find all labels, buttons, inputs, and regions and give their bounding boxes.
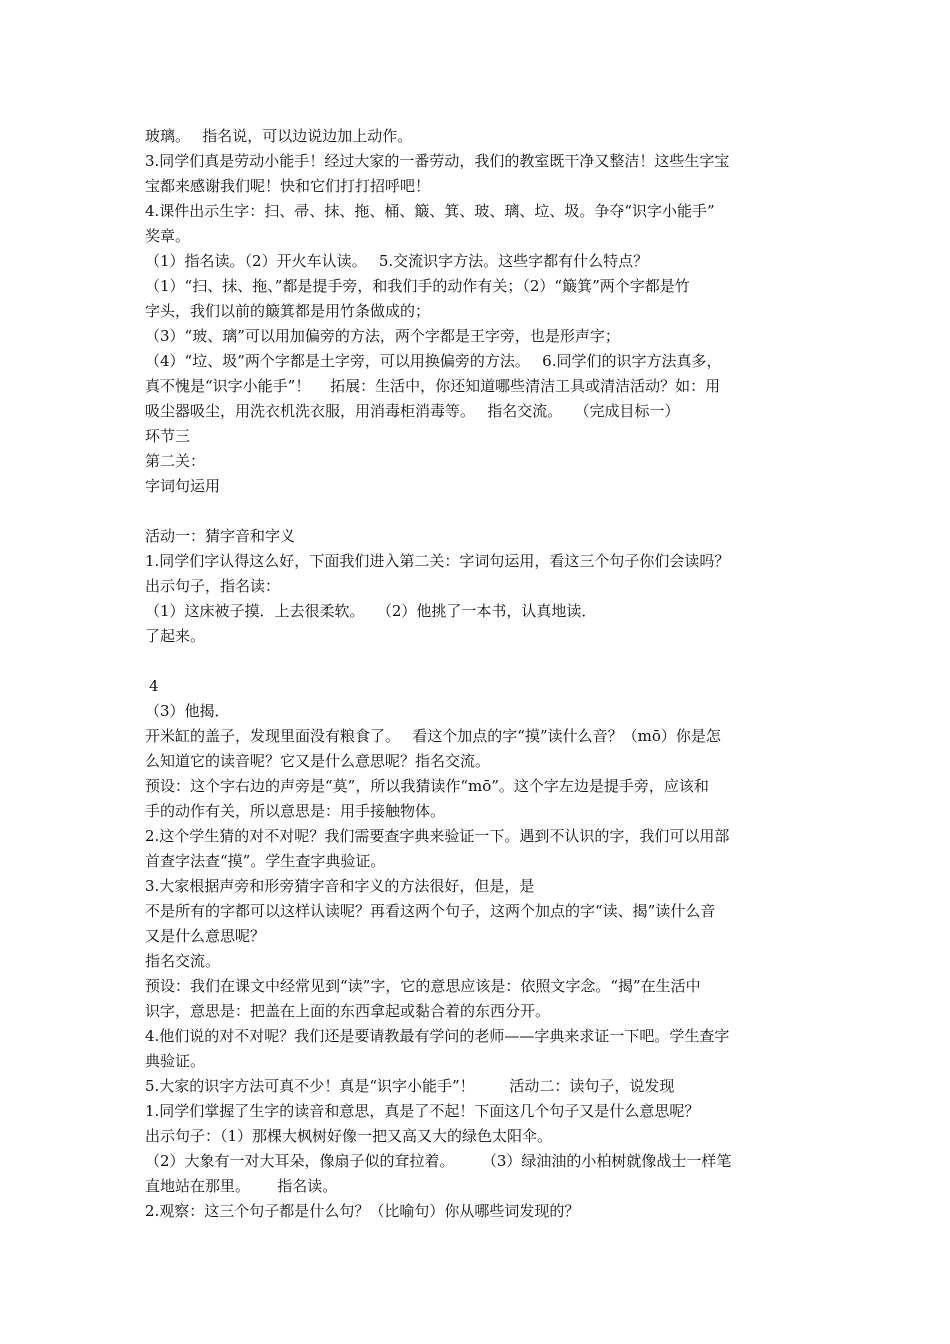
text-line: 手的动作有关，所以意思是：用手接触物体。	[145, 802, 446, 820]
text-line: （1）这床被子摸．上去很柔软。 （2）他挑了一本书，认真地读．	[145, 602, 597, 620]
text-line: （4）“垃、圾”两个字都是土字旁，可以用换偏旁的方法。 6.同学们的识字方法真多，	[145, 352, 722, 370]
text-line: 3.大家根据声旁和形旁猜字音和字义的方法很好，但是，是	[145, 877, 535, 895]
text-line: 真不愧是“识字小能手”！ 拓展：生活中，你还知道哪些清洁工具或清洁活动？如：用	[145, 377, 721, 395]
text-line: 1.同学们掌握了生字的读音和意思，真是了不起！下面这几个句子又是什么意思呢？	[145, 1102, 700, 1120]
text-line: 指名交流。	[145, 952, 221, 970]
text-line: 5.大家的识字方法可真不少！真是“识字小能手”！ 活动二：读句子，说发现	[145, 1077, 675, 1095]
text-line: 识字，意思是：把盖在上面的东西拿起或黏合着的东西分开。	[145, 1002, 551, 1020]
text-line: 么知道它的读音呢？它又是什么意思呢？指名交流。	[145, 752, 491, 770]
text-line: 4.他们说的对不对呢？我们还是要请教最有学问的老师——字典来求证一下吧。学生查字	[145, 1027, 730, 1045]
text-line: 不是所有的字都可以这样认读呢？再看这两个句子，这两个加点的字“读、揭”读什么音	[145, 902, 716, 920]
section-heading: 第二关：	[145, 452, 206, 470]
text-line: 字头，我们以前的簸箕都是用竹条做成的；	[145, 302, 431, 320]
text-line: 3.同学们真是劳动小能手！经过大家的一番劳动，我们的教室既干净又整洁！这些生字宝	[145, 152, 730, 170]
text-line: 2.这个学生猜的对不对呢？我们需要查字典来验证一下。遇到不认识的字，我们可以用部	[145, 827, 730, 845]
activity-heading: 活动一：猜字音和字义	[145, 527, 296, 545]
text-line: （3）他揭．	[145, 702, 230, 720]
text-line: （3）“玻、璃”可以用加偏旁的方法，两个字都是王字旁，也是形声字；	[145, 327, 620, 345]
text-line: 直地站在那里。 指名读。	[145, 1177, 338, 1195]
text-line: 开米缸的盖子，发现里面没有粮食了。 看这个加点的字“摸”读什么音？（mō）你是怎	[145, 727, 721, 745]
text-line: 2.观察：这三个句子都是什么句？（比喻句）你从哪些词发现的？	[145, 1202, 580, 1220]
section-heading: 环节三	[145, 427, 191, 445]
text-line: 1.同学们字认得这么好，下面我们进入第二关：字词句运用，看这三个句子你们会读吗？	[145, 552, 730, 570]
text-line: 预设：我们在课文中经常见到“读”字，它的意思应该是：依照文字念。“揭”在生活中	[145, 977, 701, 995]
text-line: （1）指名读。（2）开火车认读。 5.交流识字方法。这些字都有什么特点？	[145, 252, 649, 270]
section-heading: 字词句运用	[145, 477, 221, 495]
text-line: 又是什么意思呢？	[145, 927, 266, 945]
text-line: 4.课件出示生字：扫、帚、抹、拖、桶、簸、箕、玻、璃、垃、圾。争夺“识字小能手”	[145, 202, 715, 220]
text-line: 出示句子：（1）那棵大枫树好像一把又高又大的绿色太阳伞。	[145, 1127, 553, 1145]
text-line: 了起来。	[145, 627, 206, 645]
text-line: 出示句子，指名读：	[145, 577, 281, 595]
text-line: 奖章。	[145, 227, 191, 245]
page-number: 4	[149, 677, 159, 695]
text-line: 玻璃。 指名说，可以边说边加上动作。	[145, 127, 413, 145]
text-line: 首查字法查“摸”。学生查字典验证。	[145, 852, 386, 870]
text-line: （1）“扫、抹、拖、”都是提手旁，和我们手的动作有关；（2）“簸箕”两个字都是竹	[145, 277, 690, 295]
text-line: （2）大象有一对大耳朵，像扇子似的耷拉着。 （3）绿油油的小柏树就像战士一样笔	[145, 1152, 732, 1170]
text-line: 宝都来感谢我们呢！快和它们打打招呼吧！	[145, 177, 431, 195]
text-line: 典验证。	[145, 1052, 206, 1070]
text-line: 吸尘器吸尘，用洗衣机洗衣服，用消毒柜消毒等。 指名交流。 （完成目标一）	[145, 402, 680, 420]
text-line: 预设：这个字右边的声旁是“莫”，所以我猜读作“mō”。这个字左边是提手旁，应该和	[145, 777, 709, 795]
